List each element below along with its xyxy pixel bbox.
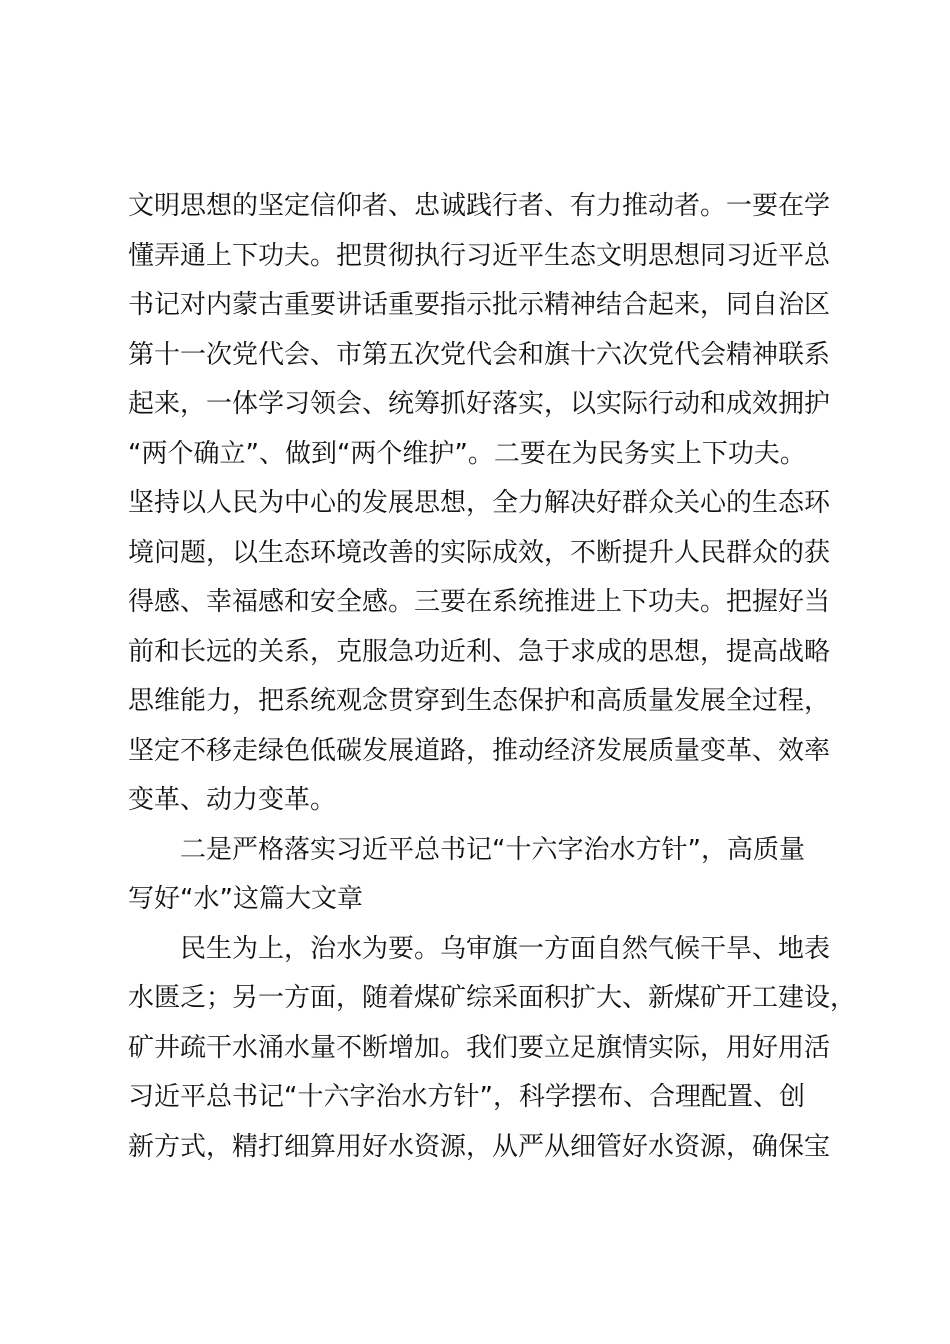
- text-line: 矿井疏干水涌水量不断增加。我们要立足旗情实际，用好用活: [128, 1032, 831, 1063]
- text-line: 变革、动力变革。: [128, 785, 337, 815]
- text-line: 前和长远的关系，克服急功近利、急于求成的思想，提高战略: [128, 636, 831, 667]
- text-line: 思维能力，把系统观念贯穿到生态保护和高质量发展全过程，: [128, 686, 831, 716]
- text-line: 境问题，以生态环境改善的实际成效，不断提升人民群众的获: [128, 537, 831, 568]
- text-line: “两个确立”、做到“两个维护”。二要在为民务实上下功夫。: [128, 438, 806, 469]
- text-line: 习近平总书记“十六字治水方针”，科学摆布、合理配置、创: [128, 1082, 805, 1112]
- text-line: 懂弄通上下功夫。把贯彻执行习近平生态文明思想同习近平总: [128, 240, 831, 271]
- text-line: 坚定不移走绿色低碳发展道路，推动经济发展质量变革、效率: [128, 735, 831, 766]
- section-heading-line: 二是严格落实习近平总书记“十六字治水方针”，高质量: [180, 834, 805, 865]
- text-line: 水匮乏；另一方面，随着煤矿综采面积扩大、新煤矿开工建设，: [128, 983, 857, 1013]
- text-line: 第十一次党代会、市第五次党代会和旗十六次党代会精神联系: [128, 339, 831, 370]
- text-line: 得感、幸福感和安全感。三要在系统推进上下功夫。把握好当: [128, 587, 831, 617]
- text-line: 坚持以人民为中心的发展思想，全力解决好群众关心的生态环: [128, 488, 831, 518]
- body-text: [128, 182, 857, 1172]
- text-line: 文明思想的坚定信仰者、忠诚践行者、有力推动者。一要在学: [128, 191, 831, 221]
- text-line: 新方式，精打细算用好水资源，从严从细管好水资源，确保宝: [128, 1131, 831, 1162]
- section-heading-line: 写好“水”这篇大文章: [128, 884, 363, 914]
- text-line: 民生为上，治水为要。乌审旗一方面自然气候干旱、地表: [180, 933, 831, 964]
- text-line: 书记对内蒙古重要讲话重要指示批示精神结合起来，同自治区: [128, 290, 831, 320]
- text-line: 起来，一体学习领会、统筹抓好落实，以实际行动和成效拥护: [128, 389, 831, 419]
